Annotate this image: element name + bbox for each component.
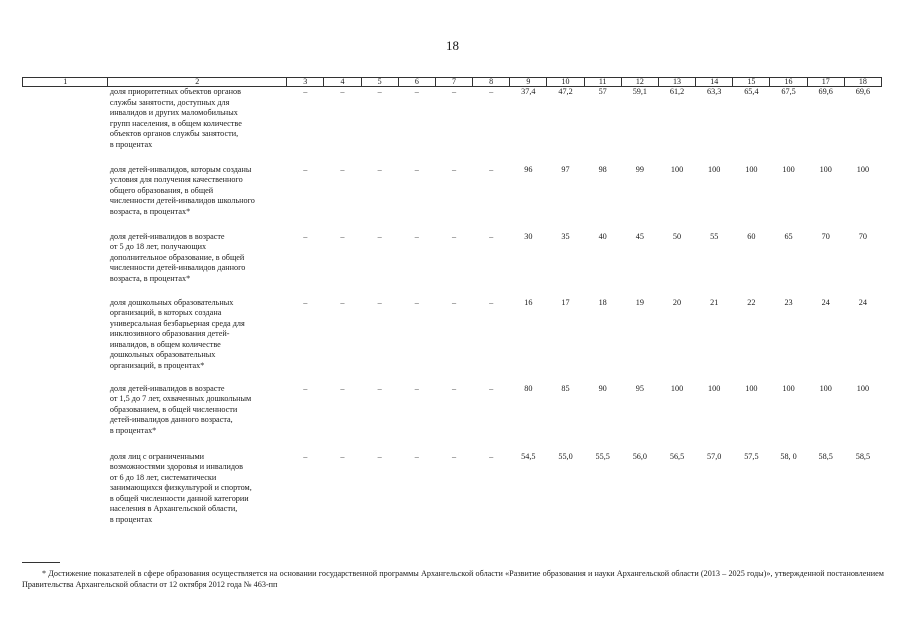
value-cell: 30 bbox=[524, 231, 533, 241]
value-cell: – bbox=[414, 231, 419, 241]
page-number: 18 bbox=[446, 38, 459, 53]
value-cell: 98 bbox=[598, 164, 607, 174]
value-cell: 56,5 bbox=[669, 451, 685, 461]
value-cell: 85 bbox=[561, 383, 570, 393]
value-cell: 65,4 bbox=[744, 87, 759, 96]
value-cell: 100 bbox=[782, 383, 795, 393]
indicator-description: доля дошкольных образовательных организаций, в которых создана универсальная безбарьерная среда для инклюзивного образования детей- инвалидов, в общем количестве дошкольных образовательных организаций, в процентах* bbox=[109, 297, 245, 371]
value-cell: 57,5 bbox=[744, 451, 759, 461]
value-cell: 100 bbox=[670, 164, 684, 174]
column-header: 3 bbox=[287, 78, 324, 87]
value-cell: 67,5 bbox=[781, 87, 796, 96]
value-cell: 24 bbox=[821, 297, 830, 307]
value-cell: 50 bbox=[672, 231, 682, 241]
value-cell: 96 bbox=[524, 164, 533, 174]
value-cell: – bbox=[414, 451, 419, 461]
value-cell: 100 bbox=[670, 383, 684, 393]
value-cell: – bbox=[414, 164, 419, 174]
value-cell: – bbox=[303, 451, 308, 461]
value-cell: 16 bbox=[524, 297, 533, 307]
value-cell: 100 bbox=[856, 383, 870, 393]
column-header: 15 bbox=[733, 78, 770, 87]
value-cell: 97 bbox=[561, 164, 570, 174]
value-cell: 58, 0 bbox=[780, 451, 797, 461]
value-cell: 69,6 bbox=[818, 87, 833, 96]
column-header: 11 bbox=[584, 78, 621, 87]
value-cell: – bbox=[489, 231, 494, 241]
value-cell: – bbox=[414, 297, 419, 307]
value-cell: – bbox=[340, 451, 345, 461]
indicator-description: доля детей-инвалидов в возрасте от 1,5 до 7 лет, охваченных дошкольным образованием, в общей численности детей-инвалидов данного возраста, в процентах* bbox=[109, 383, 252, 435]
value-cell: 65 bbox=[784, 231, 793, 241]
value-cell: – bbox=[451, 87, 457, 96]
value-cell: 58,5 bbox=[818, 451, 833, 461]
table-row bbox=[23, 384, 882, 452]
footnote-divider bbox=[22, 562, 60, 563]
value-cell: 54,5 bbox=[521, 451, 536, 461]
value-cell: – bbox=[489, 87, 494, 96]
value-cell: 80 bbox=[524, 383, 533, 393]
value-cell: – bbox=[489, 164, 494, 174]
table-row bbox=[23, 298, 882, 384]
column-header: 13 bbox=[658, 78, 695, 87]
value-cell: 70 bbox=[858, 231, 867, 241]
value-cell: – bbox=[303, 164, 308, 174]
column-header: 8 bbox=[473, 78, 510, 87]
indicator-description: доля детей-инвалидов, которым созданы условия для получения качественного общего образования, в общей численности детей-инвалидов школьного возраста, в процентах* bbox=[109, 164, 255, 216]
value-cell: 20 bbox=[672, 297, 682, 307]
row-number-cell bbox=[23, 232, 108, 298]
value-cell: 100 bbox=[856, 164, 870, 174]
value-cell: – bbox=[451, 383, 457, 393]
table-row bbox=[23, 452, 882, 542]
value-cell: – bbox=[414, 87, 419, 96]
footnote: * Достижение показателей в сфере образования осуществляется на основании государственной программы Архангельской области «Развитие образования и науки Архангельской области (2013 – 2025 годы)», утвержденной постановлением Правительства Архангельской области от 12 октября 2012 года № 463-пп bbox=[22, 569, 884, 589]
value-cell: 100 bbox=[708, 164, 721, 174]
row-number-cell bbox=[23, 165, 108, 232]
value-cell: 55 bbox=[710, 231, 719, 241]
column-header: 9 bbox=[510, 78, 547, 87]
value-cell: 22 bbox=[747, 297, 756, 307]
value-cell: – bbox=[303, 231, 308, 241]
table-row bbox=[23, 87, 882, 165]
value-cell: – bbox=[377, 231, 382, 241]
value-cell: – bbox=[303, 297, 308, 307]
value-cell: – bbox=[377, 164, 382, 174]
value-cell: – bbox=[340, 383, 345, 393]
value-cell: – bbox=[340, 164, 345, 174]
column-header: 4 bbox=[324, 78, 361, 87]
value-cell: – bbox=[377, 87, 382, 96]
value-cell: – bbox=[451, 231, 457, 241]
value-cell: 95 bbox=[635, 383, 644, 393]
value-cell: – bbox=[377, 451, 382, 461]
column-header: 17 bbox=[807, 78, 844, 87]
column-header: 14 bbox=[696, 78, 733, 87]
row-number-cell bbox=[23, 298, 108, 384]
value-cell: 100 bbox=[745, 164, 758, 174]
value-cell: 17 bbox=[561, 297, 570, 307]
value-cell: 23 bbox=[784, 297, 793, 307]
value-cell: 58,5 bbox=[855, 451, 871, 461]
value-cell: 21 bbox=[710, 297, 719, 307]
table-row bbox=[23, 165, 882, 232]
value-cell: 100 bbox=[782, 164, 795, 174]
value-cell: – bbox=[340, 87, 345, 96]
value-cell: 56,0 bbox=[632, 451, 648, 461]
value-cell: 47,2 bbox=[558, 87, 573, 96]
value-cell: 90 bbox=[598, 383, 607, 393]
value-cell: 55,0 bbox=[558, 451, 573, 461]
value-cell: 35 bbox=[561, 231, 570, 241]
value-cell: 70 bbox=[821, 231, 830, 241]
column-header: 1 bbox=[23, 78, 108, 87]
value-cell: 100 bbox=[745, 383, 758, 393]
value-cell: – bbox=[303, 383, 308, 393]
value-cell: 55,5 bbox=[595, 451, 610, 461]
value-cell: – bbox=[489, 383, 494, 393]
value-cell: – bbox=[451, 164, 457, 174]
column-header: 18 bbox=[844, 78, 881, 87]
value-cell: 63,3 bbox=[707, 87, 722, 96]
value-cell: 100 bbox=[708, 383, 721, 393]
indicator-description: доля лиц с ограниченными возможностями здоровья и инвалидов от 6 до 18 лет, систематически занимающихся физкультурой и спортом, в общей численности данной категории населения в Архангельской области, в процентах bbox=[109, 451, 252, 525]
value-cell: 57 bbox=[598, 87, 607, 96]
value-cell: 18 bbox=[598, 297, 607, 307]
value-cell: – bbox=[377, 297, 382, 307]
value-cell: 100 bbox=[819, 164, 832, 174]
row-number-cell bbox=[23, 452, 108, 542]
table-row bbox=[23, 232, 882, 298]
value-cell: 100 bbox=[819, 383, 832, 393]
indicators-table bbox=[22, 77, 882, 542]
value-cell: 40 bbox=[598, 231, 607, 241]
value-cell: – bbox=[489, 451, 494, 461]
value-cell: – bbox=[340, 231, 345, 241]
value-cell: – bbox=[489, 297, 494, 307]
value-cell: – bbox=[340, 297, 345, 307]
value-cell: 99 bbox=[635, 164, 644, 174]
value-cell: 24 bbox=[858, 297, 867, 307]
column-header: 5 bbox=[361, 78, 398, 87]
value-cell: – bbox=[303, 87, 308, 96]
value-cell: 45 bbox=[635, 231, 644, 241]
value-cell: 60 bbox=[747, 231, 756, 241]
value-cell: 37,4 bbox=[521, 87, 536, 96]
indicator-description: доля детей-инвалидов в возрасте от 5 до 18 лет, получающих дополнительное образование, в общей численности детей-инвалидов данного возраста, в процентах* bbox=[109, 231, 246, 283]
value-cell: 69,6 bbox=[855, 87, 871, 96]
table-header-row bbox=[23, 78, 882, 87]
value-cell: 61,2 bbox=[669, 87, 685, 96]
value-cell: 57,0 bbox=[707, 451, 722, 461]
indicator-description: доля приоритетных объектов органов службы занятости, доступных для инвалидов и других маломобильных групп населения, в общем количестве объектов органов службы занятости, в процентах bbox=[109, 87, 242, 149]
value-cell: – bbox=[451, 451, 457, 461]
column-header: 12 bbox=[621, 78, 658, 87]
value-cell: – bbox=[451, 297, 457, 307]
value-cell: 59,1 bbox=[632, 87, 648, 96]
column-header: 16 bbox=[770, 78, 807, 87]
column-header: 6 bbox=[398, 78, 435, 87]
row-number-cell bbox=[23, 87, 108, 165]
column-header: 10 bbox=[547, 78, 584, 87]
value-cell: – bbox=[377, 383, 382, 393]
column-header: 2 bbox=[108, 78, 287, 87]
column-header: 7 bbox=[435, 78, 472, 87]
row-number-cell bbox=[23, 384, 108, 452]
value-cell: 19 bbox=[635, 297, 644, 307]
value-cell: – bbox=[414, 383, 419, 393]
